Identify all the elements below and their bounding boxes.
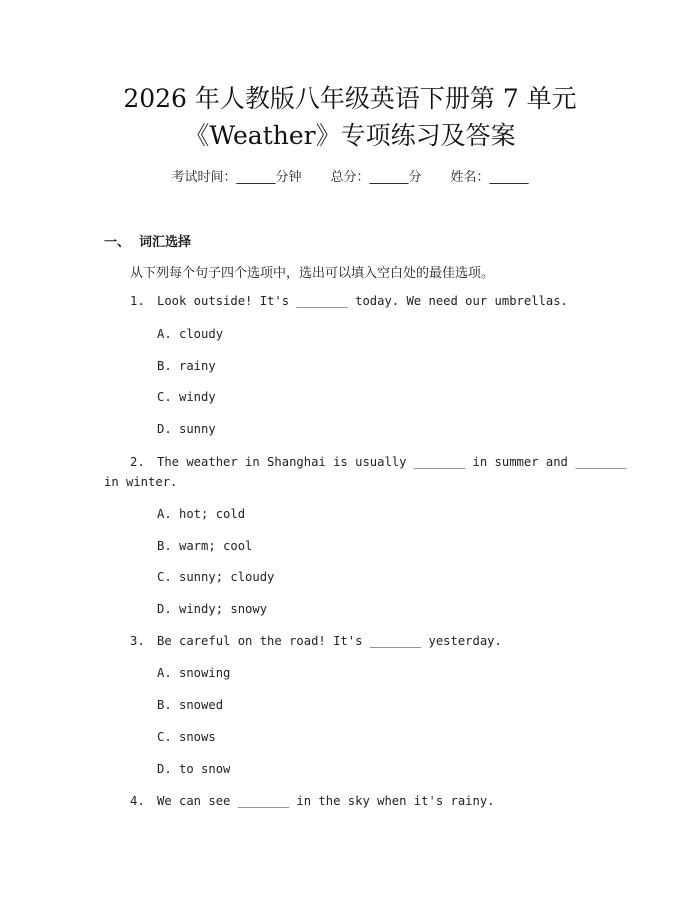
option-item: D. windy; snowy (157, 602, 268, 616)
option-item: C. sunny; cloudy (157, 570, 275, 584)
option-item: B. snowed (157, 698, 224, 712)
option-item: C. windy (157, 390, 216, 404)
document-title-line-1: 2026 年人教版八年级英语下册第 7 单元 (123, 84, 577, 113)
question-text: The weather in Shanghai is usually _______ in summer and _______ (157, 455, 627, 469)
exam-meta (0, 170, 700, 186)
section-heading: 一、 词汇选择 (104, 235, 192, 250)
question-number: 4. (130, 794, 145, 808)
question-text: Look outside! It's _______ today. We need our umbrellas. (157, 294, 568, 308)
option-item: B. rainy (157, 359, 216, 373)
option-item: D. to snow (157, 762, 231, 776)
option-item: D. sunny (157, 422, 216, 436)
question-number: 2. (130, 455, 145, 469)
exam-score: 总分：______分 (330, 170, 422, 185)
option-item: B. warm; cool (157, 539, 253, 553)
exam-time: 考试时间：______分钟 (171, 170, 302, 185)
student-name: 姓名：______ (450, 170, 529, 185)
question-text-continued: in winter. (104, 475, 178, 489)
question-number: 3. (130, 634, 145, 648)
option-item: A. hot; cold (157, 507, 246, 521)
option-item: A. snowing (157, 666, 231, 680)
option-item: C. snows (157, 730, 216, 744)
question-text: Be careful on the road! It's _______ yesterday. (157, 634, 502, 648)
document-title-line-2: 《Weather》专项练习及答案 (184, 121, 516, 150)
section-instruction: 从下列每个句子四个选项中，选出可以填入空白处的最佳选项。 (130, 266, 495, 281)
question-text: We can see _______ in the sky when it's rainy. (157, 794, 495, 808)
question-number: 1. (130, 294, 145, 308)
option-item: A. cloudy (157, 327, 224, 341)
